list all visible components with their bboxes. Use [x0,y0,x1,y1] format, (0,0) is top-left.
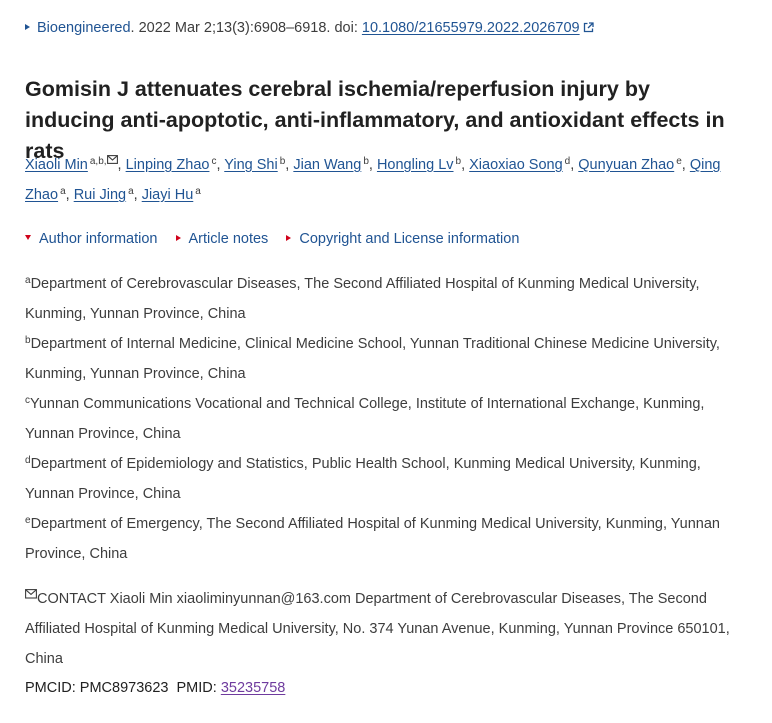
author-affiliation-label: a [195,186,201,197]
doi-text: 10.1080/21655979.2022.2026709 [361,20,580,36]
pmcid-value: PMC8973623 [79,680,169,696]
author-link[interactable]: Qing Zhao [25,157,721,203]
author-affiliation-label: b [363,156,369,167]
author-link[interactable]: Xiaoxiao Song [469,157,563,173]
journal-link[interactable] [25,20,131,36]
affiliation-text: Department of Internal Medicine, Clinical Medicine School, Yunnan Traditional Chinese Medicine University, Kunming, Yunnan Province, China [25,336,720,382]
contact-note [25,584,745,674]
author-affiliation-label: a,b, [90,156,118,167]
affiliation-text: Yunnan Communications Vocational and Technical College, Institute of International Exchange, Kunming, Yunnan Province, China [25,396,705,442]
info-toggles [25,229,533,249]
affiliation-item [25,389,745,449]
author-link[interactable]: Ying Shi [224,157,278,173]
author-link[interactable]: Hongling Lv [376,157,454,173]
article-ids [25,678,285,698]
affiliation-text: Department of Epidemiology and Statistics, Public Health School, Kunming Medical University, Kunming, Yunnan Province, China [25,456,701,502]
expand-arrow-icon [25,24,30,30]
citation-details: . 2022 Mar 2;13(3):6908–6918. doi: [130,20,362,36]
mail-icon[interactable] [107,155,118,164]
pmid-label: PMID: [176,680,221,696]
affiliation-item [25,269,745,329]
collapse-arrow-icon [25,235,31,240]
author-affiliation-label: b [455,156,462,167]
article-title: Gomisin J attenuates cerebral ischemia/reperfusion injury by inducing anti-apoptotic, anti-inflammatory, and antioxidant effects in rats [25,77,725,163]
author-affiliation-label: a [128,186,134,197]
author-affiliation-label: c [211,156,217,167]
author-affiliation-label: d [564,156,571,167]
author-link[interactable]: Qunyuan Zhao [578,157,675,173]
article-notes-toggle[interactable]: Article notes [176,231,269,247]
author-affiliation-label: b [279,156,286,167]
expand-arrow-icon [286,235,291,241]
external-link-icon [583,19,594,39]
affiliation-item [25,509,745,569]
affiliation-label: d [25,455,31,466]
expand-arrow-icon [176,235,181,241]
pmid-link[interactable]: 35235758 [220,680,286,696]
affiliation-item [25,449,745,509]
author-affiliation-label: e [676,156,682,167]
author-information-toggle[interactable]: Author information [25,231,157,247]
author-affiliation-label: a [60,186,66,197]
affiliation-label: b [25,335,31,346]
author-list: Xiaoli Min $^{a,b,}$ , Linping Zhao $^c$, Ying Shi $^b$, Jian Wang $^b$, Hongling Lv $^b$, Xiaoxiao Song $^d$, Qunyuan Zhao $^e$, Qing Zhao $^a$, Rui Jing $^a$, Jiayi Hu $^a$ [25,156,721,203]
affiliation-label: a [25,275,31,286]
author-link[interactable]: Jiayi Hu [141,187,194,203]
affiliation-label: e [25,515,31,526]
author-link[interactable]: Jian Wang [293,157,362,173]
affiliation-item [25,329,745,389]
author-link[interactable]: Linping Zhao [125,157,210,173]
author-link[interactable]: Rui Jing [73,187,127,203]
citation-line [25,18,594,39]
doi-link[interactable] [362,20,594,36]
copyright-license-toggle[interactable]: Copyright and License information [286,231,519,247]
affiliation-label: c [25,395,30,406]
contact-text: CONTACT Xiaoli Min xiaoliminyunnan@163.com Department of Cerebrovascular Diseases, The Second Affiliated Hospital of Kunming Medical University, No. 374 Yunan Avenue, Kunming, Yunnan Province 650101, China [25,591,730,667]
author-link[interactable]: Xiaoli Min [25,157,88,173]
journal-name: Bioengineered [37,20,131,36]
pmcid-label: PMCID: [25,680,80,696]
affiliation-list [25,269,745,569]
affiliation-text: Department of Cerebrovascular Diseases, The Second Affiliated Hospital of Kunming Medical University, Kunming, Yunnan Province, China [25,276,700,322]
affiliation-text: Department of Emergency, The Second Affiliated Hospital of Kunming Medical University, Kunming, Yunnan Province, China [25,516,720,562]
mail-icon [25,584,37,614]
